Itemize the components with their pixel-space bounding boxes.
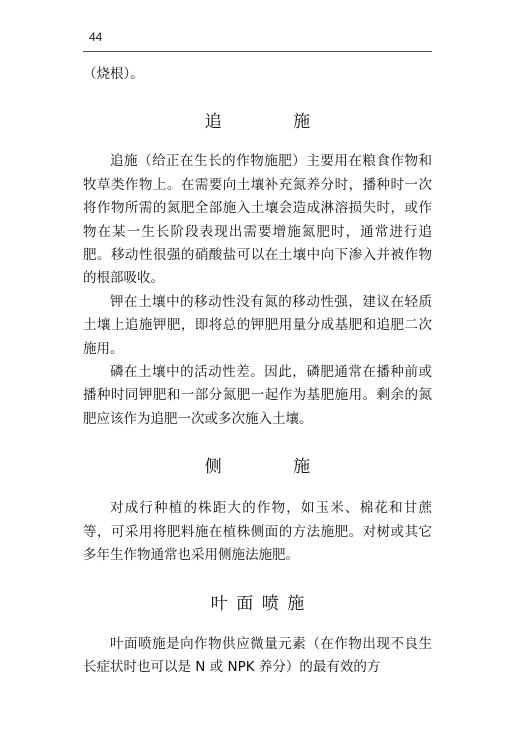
section-heading-top-dressing: 追 施 [204,112,338,133]
paragraph-side-dressing: 对成行种植的株距大的作物，如玉米、棉花和甘蔗等，可采用将肥料施在植株侧面的方法施肥。对树或其它多年生作物通常也采用侧施法施肥。 [83,500,432,564]
paragraph-top-dressing-nitrogen: 追施（给正在生长的作物施肥）主要用在粮食作物和牧草类作物上。在需要向土壤补充氮养分时，播种时一次将作物所需的氮肥全部施入土壤会造成淋溶损失时，或作物在某一生长阶段表现出需要增施氮肥时，通常进行追肥。移动性很强的硝酸盐可以在土壤中向下渗入并被作物的根部吸收。 [83,153,432,287]
paragraph-foliar-spray: 叶面喷施是向作物供应微量元素（在作物出现不良生长症状时也可以是 N 或 NPK 养分）的最有效的方 [83,635,432,675]
header-rule [83,51,432,52]
paragraph-top-dressing-potassium: 钾在土壤中的移动性没有氮的移动性强，建议在轻质土壤上追施钾肥，即将总的钾肥用量分成基肥和追肥二次施用。 [83,293,432,357]
continued-text: （烧根）。 [83,66,144,82]
page-number: 44 [89,30,103,44]
page-body [83,63,432,679]
section-heading-foliar-spray: 叶面喷施 [210,593,313,614]
paragraph-top-dressing-phosphorus: 磷在土壤中的活动性差。因此，磷肥通常在播种前或播种时同钾肥和一部分氮肥一起作为基肥施用。剩余的氮肥应该作为追肥一次或多次施入土壤。 [83,364,432,427]
section-heading-side-dressing: 侧 施 [204,457,338,478]
